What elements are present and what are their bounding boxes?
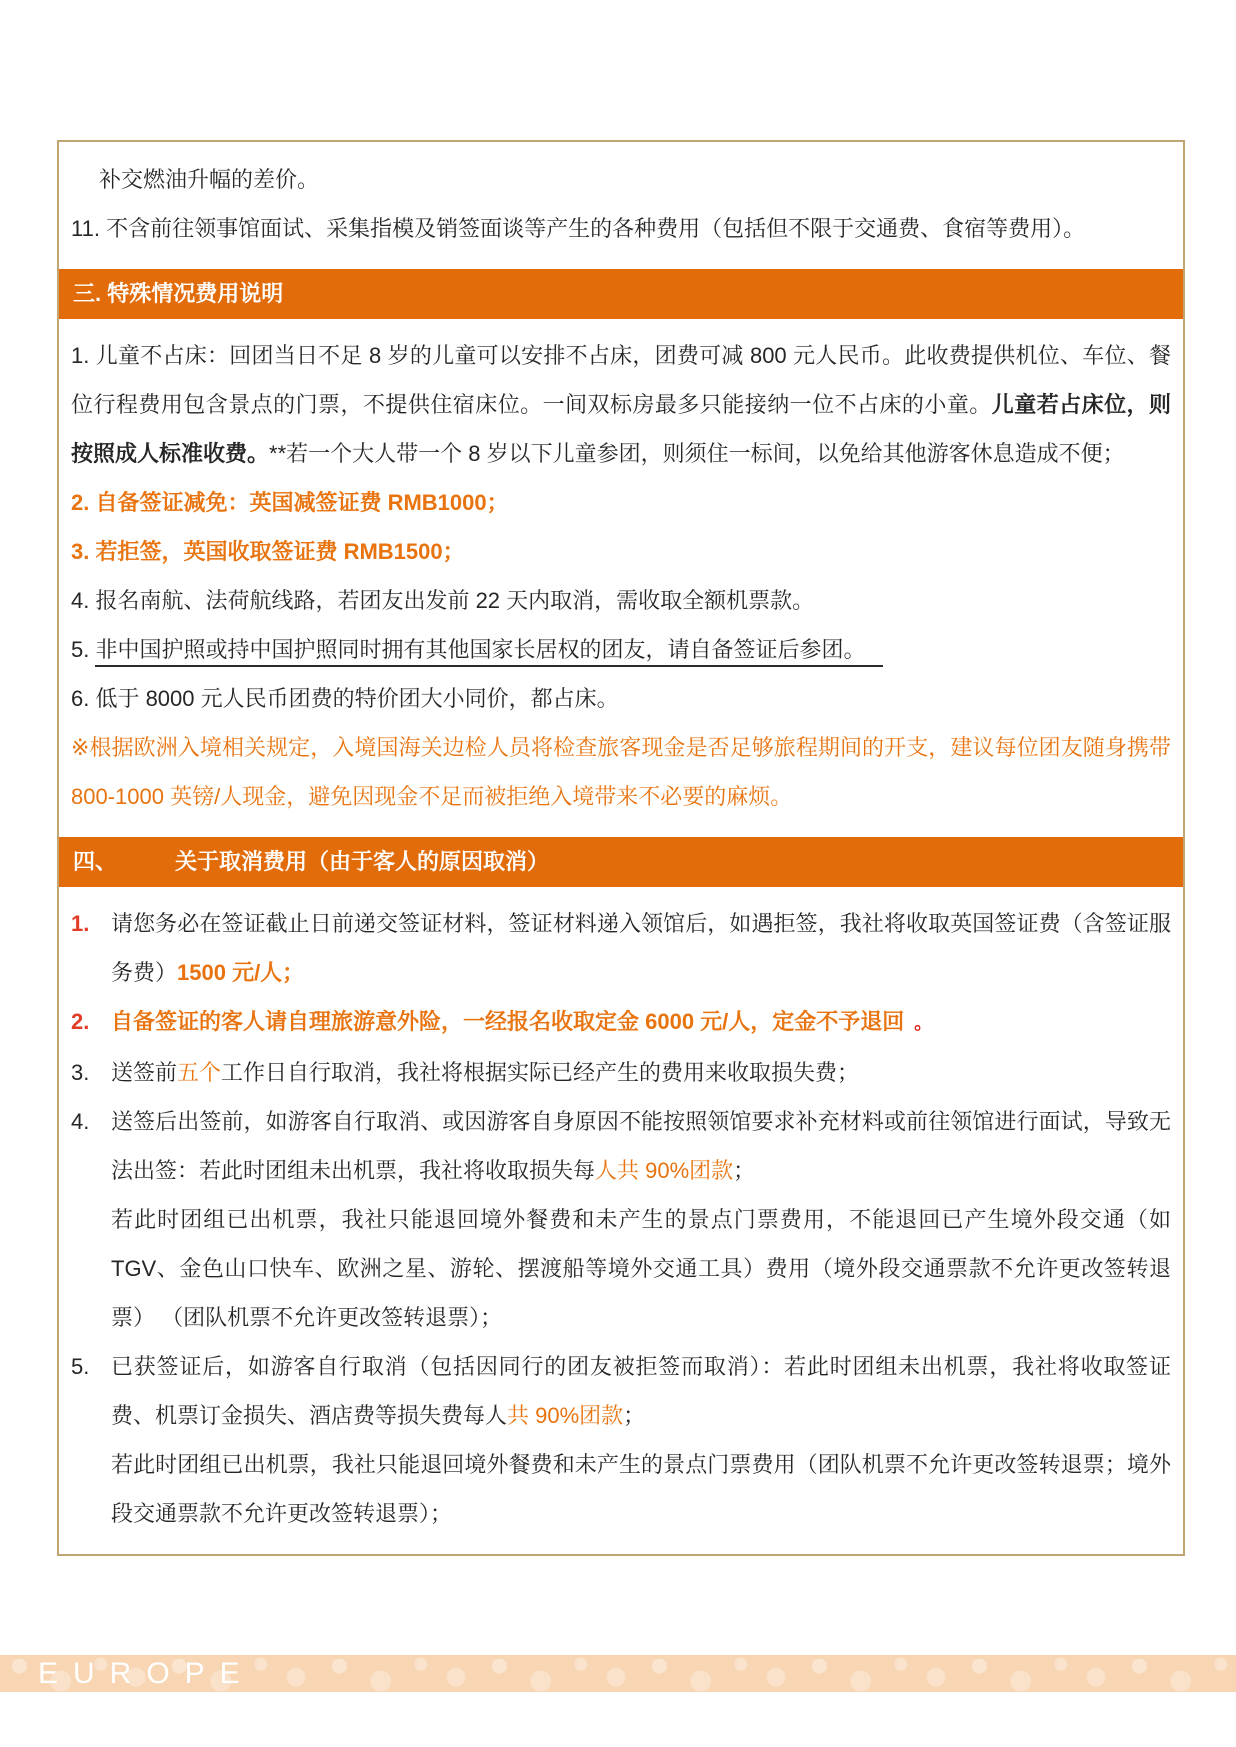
cancel-clause-3-body (111, 1048, 1171, 1097)
clause-child-bed-bold: 儿童若占床位，则按照成人标准收费。 (71, 392, 1171, 466)
cancel-clause-4-paragraph-1 (111, 1097, 1171, 1195)
cancel-clause-4-post: ； (733, 1158, 756, 1183)
clause-own-visa-discount-text: 2. 自备签证减免：英国减签证费 RMB1000； (71, 490, 509, 515)
clause-airline-cancel-text: 4. 报名南航、法荷航线路，若团友出发前 22 天内取消，需收取全额机票款。 (71, 588, 815, 613)
clause-foreign-passport (71, 625, 1171, 674)
cancel-clause-1-fee: 1500 元/人； (177, 960, 305, 985)
clause-child-no-bed-text-2: **若一个大人带一个 8 岁以下儿童参团，则须住一标间，以免给其他游客休息造成不便； (269, 441, 1125, 466)
clause-11-consulate-fees (71, 204, 1171, 253)
cancel-clause-2-body (111, 997, 1171, 1048)
cancel-clause-1-body (111, 899, 1171, 997)
cancel-clause-3 (71, 1048, 1171, 1097)
section4-header-bar (59, 837, 1183, 887)
clause-foreign-passport-underlined: 非中国护照或持中国护照同时拥有其他国家长居权的团友，请自备签证后参团。 (95, 637, 883, 667)
cancel-clause-2-paragraph (111, 997, 1171, 1048)
clause-visa-refused-fee-text: 3. 若拒签，英国收取签证费 RMB1500； (71, 539, 465, 564)
cancel-clause-4-paragraph-2 (111, 1195, 1171, 1342)
cancel-clause-4-pre: 送签后出签前，如游客自行取消、或因游客自身原因不能按照领馆要求补充材料或前往领馆进行面试，导致无法出签：若此时团组未出机票，我社将收取损失每 (111, 1109, 1171, 1183)
cancel-clause-5 (71, 1342, 1171, 1538)
cancel-clause-5-highlight: 共 90%团款 (507, 1403, 624, 1428)
cancel-clause-2-text: 自备签证的客人请自理旅游意外险，一经报名收取定金 6000 元/人，定金不予退回 (111, 1009, 905, 1034)
cancel-clause-4-body (111, 1097, 1171, 1342)
clause-budget-tour (71, 674, 1171, 723)
fee-terms-box (57, 140, 1185, 1556)
cancel-clause-3-highlight: 五个 (177, 1060, 222, 1085)
section4-title: 关于取消费用（由于客人的原因取消） (175, 849, 550, 874)
cancel-clause-1 (71, 899, 1171, 997)
europe-watermark: EUROPE (38, 1657, 255, 1690)
cancel-clause-1-paragraph (111, 899, 1171, 997)
cancel-clause-1-text: 请您务必在签证截止日前递交签证材料，签证材料递入领馆后，如遇拒签，我社将收取英国签证费（含签证服务费） (111, 911, 1171, 985)
cancel-clause-3-post: 工作日自行取消，我社将根据实际已经产生的费用来收取损失费； (221, 1060, 860, 1085)
cancel-clause-5-p2-text: 若此时团组已出机票，我社只能退回境外餐费和未产生的景点门票费用（团队机票不允许更改签转退票；境外段交通票款不允许更改签转退票）； (111, 1452, 1171, 1526)
cancel-clause-4-highlight: 人共 90%团款 (595, 1158, 734, 1183)
clause-fuel-surcharge-text: 补交燃油升幅的差价。 (99, 167, 320, 192)
cancel-clause-2-number: 2. (71, 1009, 90, 1034)
cancel-clause-2-period: 。 (914, 1013, 933, 1033)
clause-cash-entry-note (71, 723, 1171, 821)
cancel-clause-5-pre: 已获签证后，如游客自行取消（包括因同行的团友被拒签而取消）：若此时团组未出机票，我社将收取签证费、机票订金损失、酒店费等损失费每人 (111, 1354, 1171, 1428)
clause-11-text: 11. 不含前往领事馆面试、采集指模及销签面谈等产生的各种费用（包括但不限于交通费、食宿等费用）。 (71, 216, 1086, 241)
cancel-clause-3-number: 3. (71, 1060, 90, 1085)
section3-title: 三. 特殊情况费用说明 (73, 281, 284, 306)
clause-budget-tour-text: 6. 低于 8000 元人民币团费的特价团大小同价，都占床。 (71, 686, 619, 711)
clause-visa-refused-fee (71, 527, 1171, 576)
clause-child-no-bed (71, 331, 1171, 478)
cancel-clause-4-number: 4. (71, 1109, 90, 1134)
cancel-clause-3-paragraph (111, 1048, 1171, 1097)
section4-number: 四、 (73, 849, 118, 874)
cancel-clause-5-paragraph-1 (111, 1342, 1171, 1440)
footer-decorative-band (0, 1655, 1236, 1692)
clause-cash-entry-note-text: ※根据欧洲入境相关规定，入境国海关边检人员将检查旅客现金是否足够旅程期间的开支，建议每位团友随身携带 800-1000 英镑/人现金，避免因现金不足而被拒绝入境带来不必要的麻烦。 (71, 735, 1171, 809)
cancel-clause-5-number: 5. (71, 1354, 90, 1379)
clause-child-no-bed-text-1: 1. 儿童不占床：回团当日不足 8 岁的儿童可以安排不占床，团费可减 800 元人民币。此收费提供机位、车位、餐位行程费用包含景点的门票，不提供住宿床位。一间双标房最多只能接纳一位不占床的小童。 (71, 343, 1171, 417)
cancel-clause-4-p2-text: 若此时团组已出机票，我社只能退回境外餐费和未产生的景点门票费用，不能退回已产生境外段交通（如 TGV、金色山口快车、欧洲之星、游轮、摆渡船等境外交通工具）费用（境外段交通票款不允许更改签转退票） （团队机票不允许更改签转退票）； (111, 1207, 1171, 1330)
clause-own-visa-discount (71, 478, 1171, 527)
cancel-clause-3-pre: 送签前 (111, 1060, 178, 1085)
cancel-clause-4 (71, 1097, 1171, 1342)
cancel-clause-5-paragraph-2 (111, 1440, 1171, 1538)
clause-airline-cancel (71, 576, 1171, 625)
section3-header-bar (59, 269, 1183, 319)
cancel-clause-2 (71, 997, 1171, 1048)
cancel-clause-5-body (111, 1342, 1171, 1538)
clause-fuel-surcharge (71, 155, 1171, 204)
cancel-clause-1-number: 1. (71, 911, 90, 936)
clause-foreign-passport-prefix: 5. (71, 637, 96, 662)
cancel-clause-5-post: ； (623, 1403, 646, 1428)
